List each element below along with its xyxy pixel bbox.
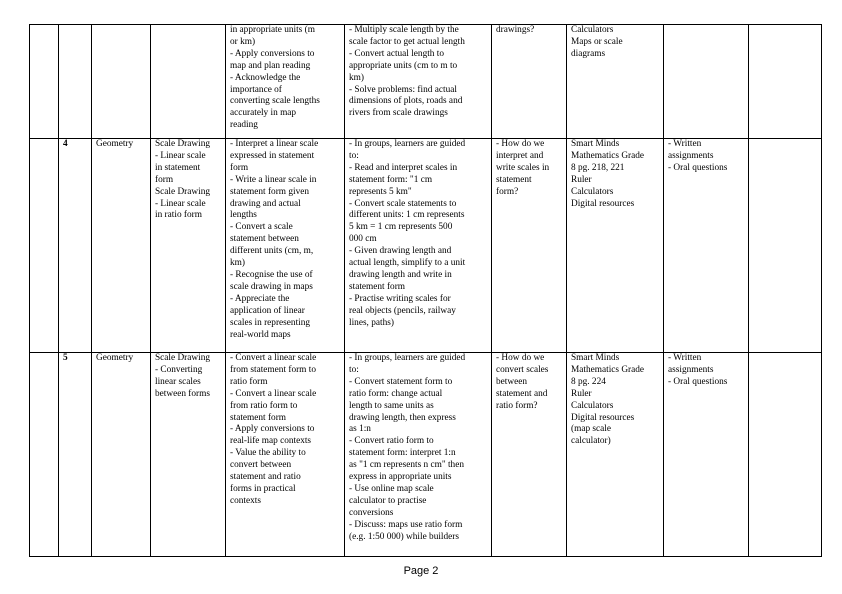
sub-strand-text: Scale Drawing - Linear scale in statement form Scale Drawing - Linear scale in ratio form <box>155 139 210 221</box>
week-cell <box>30 353 59 557</box>
resources-text: Calculators Maps or scale diagrams <box>571 25 623 59</box>
strand-text: Geometry <box>96 353 134 363</box>
table-row <box>30 25 822 139</box>
strand-cell <box>92 25 151 139</box>
learning-outcomes-text: - Interpret a linear scale expressed in statement form - Write a linear scale in statement form given drawing and actual lengths - Convert a scale statement between different units (cm, m, km) - Recognise the use of scale drawing in maps - Appreciate the application of linear scales in representing real-world maps <box>230 139 319 340</box>
assessment-cell <box>664 25 749 139</box>
assessment-text: - Written assignments - Oral questions <box>668 353 728 387</box>
strand-cell <box>92 139 151 353</box>
lesson-cell <box>59 25 92 139</box>
lesson-cell <box>59 353 92 557</box>
inquiry-question-cell <box>492 353 567 557</box>
learning-experiences-cell <box>345 25 492 139</box>
lesson-text: 4 <box>63 139 68 149</box>
inquiry-question-text: drawings? <box>496 25 535 35</box>
learning-outcomes-cell <box>226 353 345 557</box>
strand-text: Geometry <box>96 139 134 149</box>
table-row <box>30 139 822 353</box>
inquiry-question-text: - How do we convert scales between statement and ratio form? <box>496 353 549 411</box>
resources-text: Smart Minds Mathematics Grade 8 pg. 218, 221 Ruler Calculators Digital resources <box>571 139 645 209</box>
resources-text: Smart Minds Mathematics Grade 8 pg. 224 Ruler Calculators Digital resources (map scale calculator) <box>571 353 645 447</box>
learning-experiences-text: - In groups, learners are guided to: - Read and interpret scales in statement form: "1 cm represents 5 km" - Convert scale statements to different units: 1 cm represents 5 km = 1 cm represents 500 000 cm - Given drawing length and actual length, simplify to a unit drawing length and write in statement form - Practise writing scales for real objects (pencils, railway lines, paths) <box>349 139 466 328</box>
sub-strand-text: Scale Drawing - Converting linear scales between forms <box>155 353 210 399</box>
scheme-of-work-table <box>29 24 822 557</box>
lesson-cell <box>59 139 92 353</box>
week-cell <box>30 139 59 353</box>
week-cell <box>30 25 59 139</box>
learning-experiences-text: - In groups, learners are guided to: - Convert statement form to ratio form: change actual length to same units as drawing length, then express as 1:n - Convert ratio form to statement form: interpret 1:n as "1 cm represents n cm" then express in appropriate units - Use online map scale calculator to practise conversions - Discuss: maps use ratio form (e.g. 1:50 000) while builders <box>349 353 466 542</box>
sub-strand-cell <box>151 25 226 139</box>
learning-outcomes-cell <box>226 139 345 353</box>
resources-cell <box>567 139 664 353</box>
inquiry-question-text: - How do we interpret and write scales in statement form? <box>496 139 550 197</box>
learning-outcomes-text: - Convert a linear scale from statement form to ratio form - Convert a linear scale from ratio form to statement form - Apply conversions to real-life map contexts - Value the ability to convert between statement and ratio forms in practical contexts <box>230 353 317 506</box>
learning-experiences-text: - Multiply scale length by the scale factor to get actual length - Convert actual length to appropriate units (cm to m to km) - Solve problems: find actual dimensions of plots, roads and rivers from scale drawings <box>349 25 465 119</box>
sub-strand-cell <box>151 353 226 557</box>
inquiry-question-cell <box>492 25 567 139</box>
resources-cell <box>567 353 664 557</box>
sub-strand-cell <box>151 139 226 353</box>
remarks-cell <box>749 139 822 353</box>
learning-outcomes-text: in appropriate units (m or km) - Apply conversions to map and plan reading - Acknowledge the importance of converting scale lengths accurately in map reading <box>230 25 320 131</box>
remarks-cell <box>749 353 822 557</box>
learning-experiences-cell <box>345 353 492 557</box>
strand-cell <box>92 353 151 557</box>
resources-cell <box>567 25 664 139</box>
remarks-cell <box>749 25 822 139</box>
page-number: Page 2 <box>403 565 439 577</box>
table-row <box>30 353 822 557</box>
assessment-cell <box>664 139 749 353</box>
lesson-text: 5 <box>63 353 68 363</box>
learning-experiences-cell <box>345 139 492 353</box>
inquiry-question-cell <box>492 139 567 353</box>
assessment-text: - Written assignments - Oral questions <box>668 139 728 173</box>
assessment-cell <box>664 353 749 557</box>
learning-outcomes-cell <box>226 25 345 139</box>
